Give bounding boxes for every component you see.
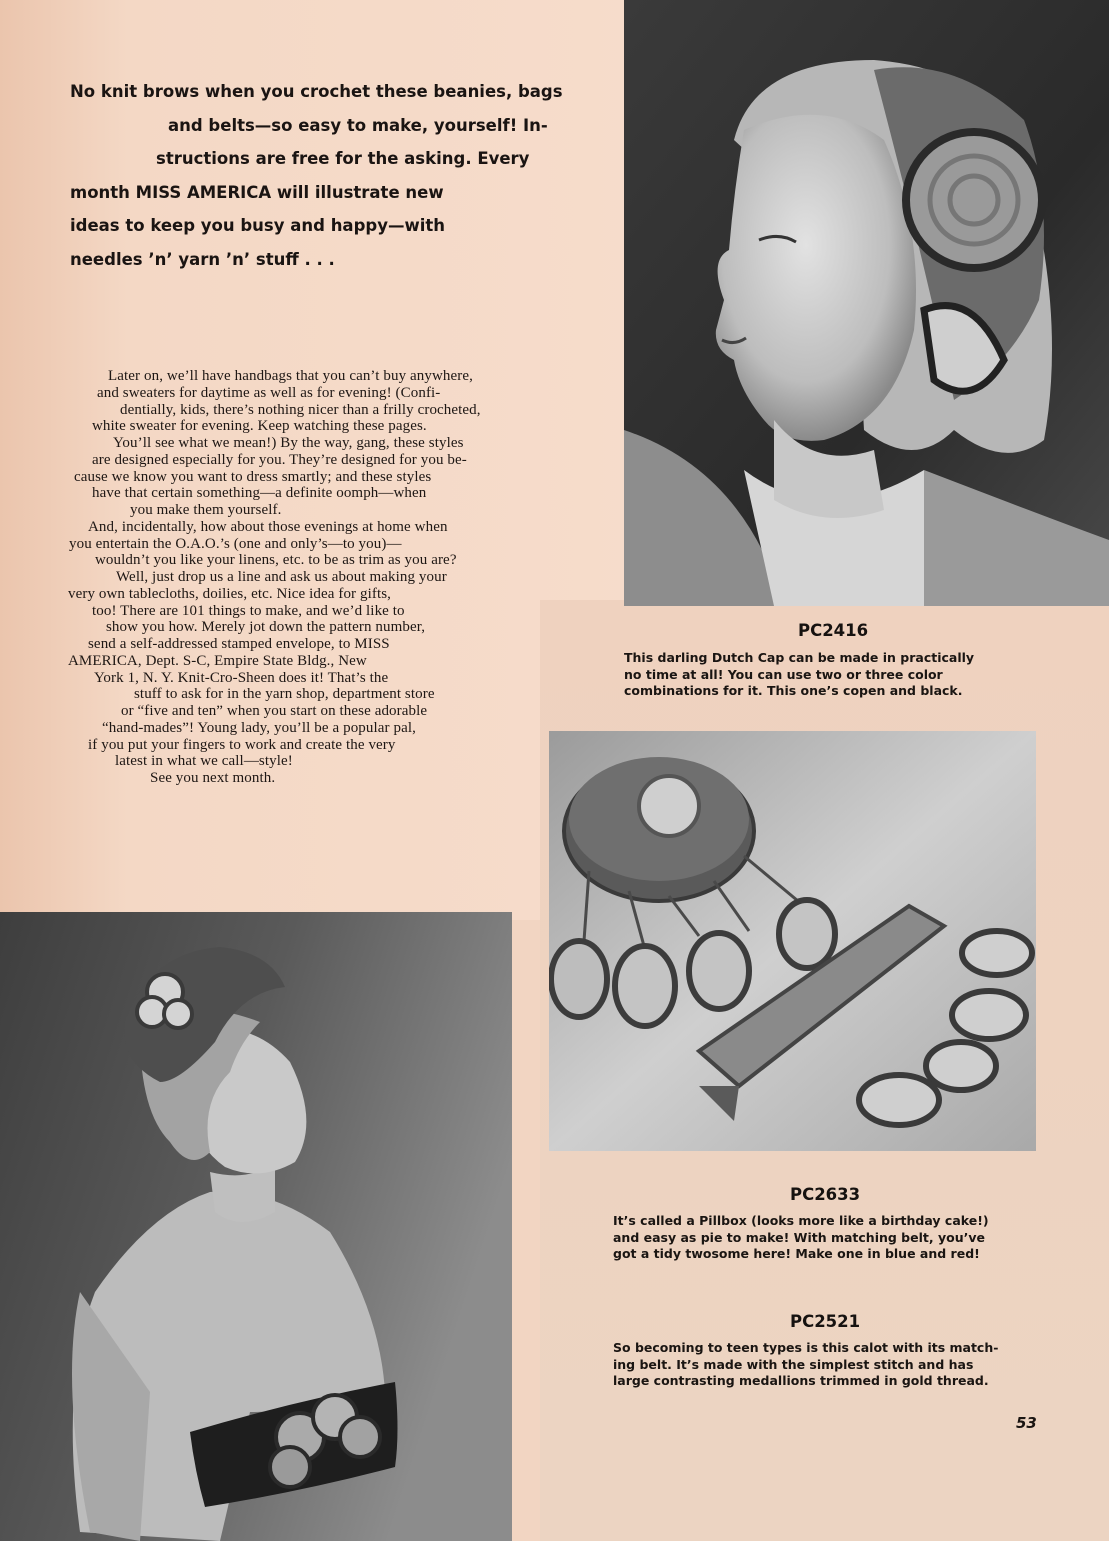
body-line: white sweater for evening. Keep watching these pages. bbox=[92, 418, 427, 434]
body-line: show you how. Merely jot down the pattern number, bbox=[106, 619, 426, 635]
body-line: are designed especially for you. They’re designed for you be- bbox=[92, 452, 467, 468]
intro-line: month MISS AMERICA will illustrate new bbox=[70, 183, 444, 202]
body-line: send a self-addressed stamped envelope, to MISS bbox=[88, 636, 390, 652]
dutch-cap-photo bbox=[624, 0, 1109, 606]
item-code: PC2416 bbox=[798, 621, 869, 640]
calot-belt-photo bbox=[0, 912, 512, 1541]
body-line: And, incidentally, how about those evenings at home when bbox=[88, 519, 448, 535]
item-caption-line: This darling Dutch Cap can be made in practically bbox=[624, 650, 975, 665]
intro-line: ideas to keep you busy and happy—with bbox=[70, 216, 445, 235]
intro-line: structions are free for the asking. Every bbox=[156, 149, 530, 168]
body-line: wouldn’t you like your linens, etc. to be as trim as you are? bbox=[95, 552, 457, 568]
item-caption-line: got a tidy twosome here! Make one in blue and red! bbox=[613, 1246, 980, 1261]
body-line: very own tablecloths, doilies, etc. Nice idea for gifts, bbox=[68, 586, 392, 602]
body-line: if you put your fingers to work and create the very bbox=[88, 737, 396, 753]
body-line: you make them yourself. bbox=[130, 502, 282, 518]
item-caption-line: and easy as pie to make! With matching belt, you’ve bbox=[613, 1230, 985, 1245]
body-line: and sweaters for daytime as well as for evening! (Confi- bbox=[97, 385, 441, 401]
item-caption-line: So becoming to teen types is this calot with its match- bbox=[613, 1340, 999, 1355]
body-line: You’ll see what we mean!) By the way, gang, these styles bbox=[113, 435, 464, 451]
intro-line: No knit brows when you crochet these beanies, bags bbox=[70, 82, 563, 101]
body-line: Well, just drop us a line and ask us about making your bbox=[116, 569, 447, 585]
body-line: See you next month. bbox=[150, 770, 276, 786]
item-code: PC2633 bbox=[790, 1185, 861, 1204]
body-line: latest in what we call—style! bbox=[115, 753, 293, 769]
item-caption-line: It’s called a Pillbox (looks more like a birthday cake!) bbox=[613, 1213, 989, 1228]
body-line: Later on, we’ll have handbags that you can’t buy anywhere, bbox=[108, 368, 473, 384]
body-line: “hand-mades”! Young lady, you’ll be a popular pal, bbox=[102, 720, 416, 736]
item-caption-line: ing belt. It’s made with the simplest stitch and has bbox=[613, 1357, 974, 1372]
item-caption-line: large contrasting medallions trimmed in gold thread. bbox=[613, 1373, 989, 1388]
body-line: have that certain something—a definite oomph—when bbox=[92, 485, 427, 501]
body-line: you entertain the O.A.O.’s (one and only’s—to you)— bbox=[69, 536, 402, 552]
intro-line: needles ’n’ yarn ’n’ stuff . . . bbox=[70, 250, 335, 269]
body-line: AMERICA, Dept. S-C, Empire State Bldg., New bbox=[68, 653, 367, 669]
body-line: dentially, kids, there’s nothing nicer than a frilly crocheted, bbox=[120, 402, 481, 418]
body-line: or “five and ten” when you start on these adorable bbox=[121, 703, 428, 719]
body-line: York 1, N. Y. Knit-Cro-Sheen does it! That’s the bbox=[94, 670, 389, 686]
item-caption-line: no time at all! You can use two or three color bbox=[624, 667, 943, 682]
item-caption-line: combinations for it. This one’s copen and black. bbox=[624, 683, 963, 698]
page-number: 53 bbox=[1016, 1414, 1037, 1432]
pillbox-belt-photo bbox=[549, 731, 1036, 1151]
body-line: stuff to ask for in the yarn shop, department store bbox=[134, 686, 435, 702]
intro-line: and belts—so easy to make, yourself! In- bbox=[168, 116, 548, 135]
body-line: cause we know you want to dress smartly; and these styles bbox=[74, 469, 432, 485]
item-code: PC2521 bbox=[790, 1312, 861, 1331]
body-line: too! There are 101 things to make, and we’d like to bbox=[92, 603, 405, 619]
